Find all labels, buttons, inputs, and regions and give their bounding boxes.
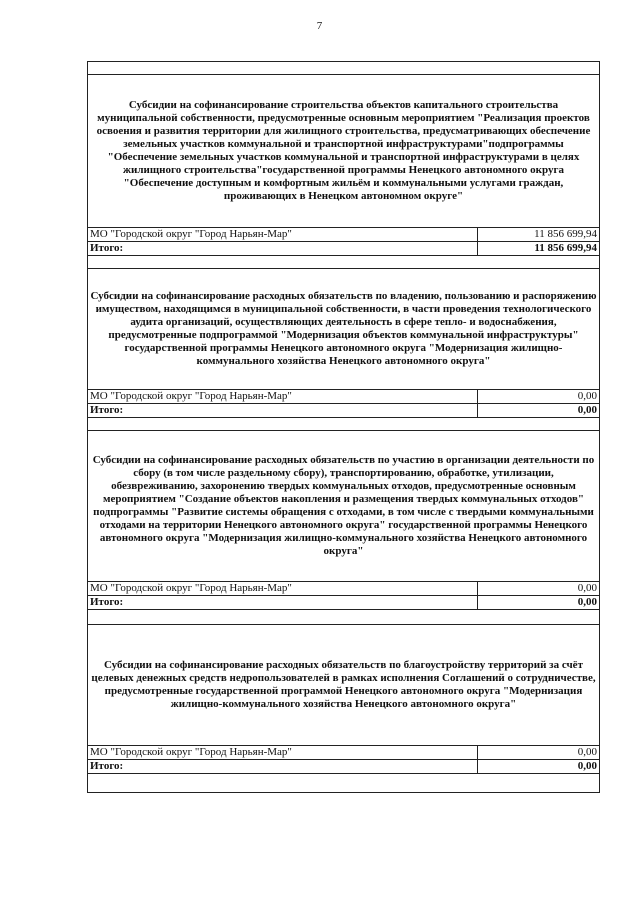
total-label: Итого: bbox=[88, 596, 478, 610]
total-value: 0,00 bbox=[478, 760, 600, 774]
amount-value: 0,00 bbox=[478, 582, 600, 596]
page-number: 7 bbox=[316, 20, 323, 32]
table-row bbox=[88, 390, 600, 404]
section-title: Субсидии на софинансирование расходных обязательств по благоустройству территорий за счёт целевых денежных средств недропользователей в рамках исполнения Соглашений о сотрудничестве, предусмотренные государственной программой Ненецкого автономного округа "Модернизация жилищно-коммунального хозяйства Ненецкого автономного округа" bbox=[88, 625, 600, 746]
table-row bbox=[88, 228, 600, 242]
spacer-row bbox=[88, 418, 600, 431]
total-label: Итого: bbox=[88, 242, 478, 256]
total-value: 0,00 bbox=[478, 404, 600, 418]
spacer-row bbox=[88, 774, 600, 793]
table-row bbox=[88, 582, 600, 596]
recipient-name: МО "Городской округ "Город Нарьян-Мар" bbox=[88, 746, 478, 760]
recipient-name: МО "Городской округ "Город Нарьян-Мар" bbox=[88, 582, 478, 596]
total-value: 0,00 bbox=[478, 596, 600, 610]
section-title: Субсидии на софинансирование строительства объектов капитального строительства муниципальной собственности, предусмотренные основным мероприятием "Реализация проектов освоения и развития территории для жилищного строительства, предусматривающих обеспечение земельных участков коммунальной и транспортной инфраструктурами"подпрограммы "Обеспечение земельных участков коммунальной и транспортной инфраструктурами в целях жилищного строительства"государственной программы Ненецкого автономного округа "Обеспечение доступным и комфортным жильём и коммунальными услугами граждан, проживающих в Ненецком автономном округе" bbox=[88, 75, 600, 228]
total-value: 11 856 699,94 bbox=[478, 242, 600, 256]
spacer-row bbox=[88, 256, 600, 269]
total-row bbox=[88, 760, 600, 774]
total-label: Итого: bbox=[88, 760, 478, 774]
recipient-name: МО "Городской округ "Город Нарьян-Мар" bbox=[88, 390, 478, 404]
section-title: Субсидии на софинансирование расходных обязательств по участию в организации деятельности по сбору (в том числе раздельному сбору), транспортированию, обработке, утилизации, обезвреживанию, захоронению твердых коммунальных отходов, предусмотренные основным мероприятием "Создание объектов накопления и размещения твердых коммунальных отходов" подпрограммы "Развитие системы обращения с отходами, в том числе с твердыми коммунальными отходами на территории Ненецкого автономного округа" государственной программы Ненецкого автономного округа "Модернизация жилищно-коммунального хозяйства Ненецкого автономного округа" bbox=[88, 431, 600, 582]
table-row bbox=[88, 746, 600, 760]
recipient-name: МО "Городской округ "Город Нарьян-Мар" bbox=[88, 228, 478, 242]
amount-value: 0,00 bbox=[478, 746, 600, 760]
spacer-row bbox=[88, 610, 600, 625]
section-title: Субсидии на софинансирование расходных обязательств по владению, пользованию и распоряжению имуществом, находящимся в муниципальной собственности, в части проведения технологического аудита организаций, осуществляющих деятельность в сфере тепло- и водоснабжения, предусмотренные подпрограммой "Модернизация объектов коммунальной инфраструктуры" государственной программы Ненецкого автономного округа "Модернизация жилищно-коммунального хозяйства Ненецкого автономного округа" bbox=[88, 269, 600, 390]
total-label: Итого: bbox=[88, 404, 478, 418]
amount-value: 11 856 699,94 bbox=[478, 228, 600, 242]
total-row bbox=[88, 242, 600, 256]
subsidies-table bbox=[87, 61, 600, 793]
total-row bbox=[88, 596, 600, 610]
amount-value: 0,00 bbox=[478, 390, 600, 404]
spacer-row bbox=[88, 62, 600, 75]
total-row bbox=[88, 404, 600, 418]
